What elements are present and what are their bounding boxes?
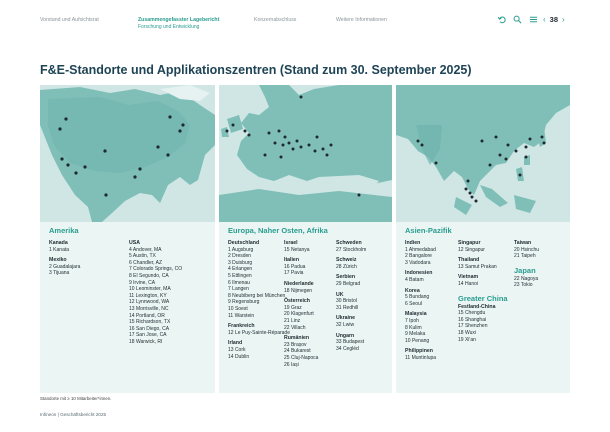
site-item: 17 Pavia [284,270,304,277]
site-item: 7 Colorado Springs, CO [129,266,183,273]
site-item: 18 Wuxi [458,329,476,336]
site-item: 8 Kulim [405,324,422,331]
site-item: 10 Leominster, MA [129,286,171,293]
nav-weitere-informationen[interactable]: Weitere Informationen [336,17,387,23]
country-group [405,311,458,344]
site-item: 10 Soest [228,305,248,312]
site-item: 21 Taipeh [514,253,536,260]
country-name: Kanada [49,240,68,246]
site-item: 2 Guadalajara [49,263,81,270]
nav-sub-forschung[interactable]: Forschung und Entwicklung [138,24,200,30]
country-name: Schweden [336,240,362,246]
site-item: 6 Ilmenau [228,279,250,286]
region-heading-greater-china: Greater China [458,293,508,303]
country-group [336,315,366,328]
panel-europa [219,85,392,393]
country-group [458,240,514,253]
site-item: 12 Singapur [458,246,485,253]
site-item: 5 Ettlingen [228,272,252,279]
site-item: 2 Dresden [228,253,252,260]
site-item: 23 Brașov [284,341,307,348]
country-group [405,270,458,283]
country-group [336,257,366,270]
panel-asien [396,85,570,393]
site-item: 22 Nagoya [514,275,539,282]
country-group [284,298,336,331]
country-name: Festland-China [458,303,496,310]
site-item: 9 Irvine, CA [129,279,156,286]
country-name: Deutschland [228,240,260,246]
column-europa-1 [228,240,290,372]
site-item: 24 Bukarest [284,348,311,355]
site-item: 16 San Diego, CA [129,325,170,332]
site-item: 31 Redhill [336,304,359,311]
site-item: 11 Warstein [228,312,255,319]
country-name: Österreich [284,298,310,305]
country-group [336,333,366,353]
column-amerika-2 [129,240,182,350]
site-item: 12 Le Puy-Sainte-Réparade [228,329,290,336]
site-item: 16 Padua [284,263,306,270]
country-group [458,304,514,344]
site-item: 4 Batam [405,276,424,283]
country-name: Irland [228,340,243,347]
site-item: 26 Iași [284,361,299,368]
column-asien-3 [514,240,539,366]
country-name: Mexiko [49,257,67,264]
site-item: 15 Chengdu [458,310,486,317]
country-group [336,292,366,312]
site-item: 11 Muntinlupa [405,354,437,361]
site-item: 6 Chandler, AZ [129,259,163,266]
country-group [284,281,336,294]
site-item: 17 Shenzhen [458,323,488,330]
columns-europa [228,240,388,372]
site-item: 1 Kanata [49,246,70,253]
site-item: 23 Tokio [514,282,533,289]
site-item: 33 Budapest [336,339,365,346]
country-name: Ukraine [336,315,356,322]
site-item: 16 Shanghai [458,316,487,323]
country-name: Ungarn [336,332,355,339]
map-amerika [40,85,215,222]
page-title: F&E-Standorte und Applikationszentren (Stand zum 30. September 2025) [40,63,472,77]
region-title-asien: Asien-Pazifik [405,226,452,235]
site-item: 29 Belgrad [336,280,361,287]
site-item: 13 Morrisville, NC [129,305,169,312]
country-group [49,240,129,253]
site-item: 14 Portland, OR [129,312,165,319]
site-item: 20 Hsinchu [514,246,540,253]
country-group [458,274,514,287]
country-name: Schweiz [336,257,357,264]
site-item: 18 Warwick, RI [129,338,163,345]
country-group [405,288,458,308]
site-item: 5 Bundang [405,294,430,301]
search-icon[interactable] [513,15,522,24]
map-asien [396,85,570,222]
site-item: 1 Augsburg [228,246,254,253]
country-group [514,276,539,289]
country-name: Frankreich [228,323,255,330]
column-amerika-1 [49,240,129,350]
site-item: 13 Cork [228,346,246,353]
site-item: 3 Duisburg [228,259,253,266]
site-item: 28 Zürich [336,263,357,270]
country-group [336,274,366,287]
site-item: 4 Andover, MA [129,246,162,253]
nav-konzernabschluss[interactable]: Konzernabschluss [254,17,297,23]
site-item: 3 Vadodara [405,259,431,266]
site-item: 2 Bangalore [405,253,432,260]
country-name: Malaysia [405,311,427,318]
site-item: 21 Linz [284,317,301,324]
site-item: 15 Netanya [284,246,310,253]
country-name: Korea [405,287,420,294]
site-item: 9 Regensburg [228,299,260,306]
next-page-button[interactable]: › [562,15,565,24]
site-item: 19 Graz [284,304,302,311]
country-group [129,240,182,346]
site-item: 1 Ahmedabad [405,246,436,253]
country-name: Philippinen [405,348,433,355]
country-group [284,335,336,368]
site-item: 17 San Jose, CA [129,332,167,339]
site-item: 9 Melaka [405,331,426,338]
site-item: 7 Langen [228,286,249,293]
toolbar [497,15,538,24]
country-group [458,257,514,270]
prev-page-button[interactable]: ‹ [543,15,546,24]
back-arrow-icon[interactable] [497,15,506,24]
site-item: 32 Lwiw [336,321,355,328]
site-item: 30 Bristol [336,298,357,305]
site-item: 20 Klagenfurt [284,311,314,318]
country-group [336,240,366,253]
columns-amerika [49,240,211,350]
site-item: 3 Tijuana [49,270,70,277]
site-item: 14 Dublin [228,353,250,360]
country-name: Indonesien [405,270,433,277]
country-name: Serbien [336,274,356,281]
column-europa-2 [284,240,336,372]
map-europa [219,85,392,222]
country-name: UK [336,291,344,298]
site-item: 13 Samut Prakan [458,263,497,270]
country-group [49,257,129,277]
country-name: Indien [405,240,421,246]
country-name: Singapur [458,240,481,246]
footnote: Standorte mit ≥ 10 Mitarbeiter*innen. [40,396,112,401]
nav-lagebericht[interactable]: Zusammengefasster Lagebericht [138,17,220,23]
country-name: Italien [284,257,299,264]
country-group [405,348,458,361]
site-item: 4 Erlangen [228,266,253,273]
country-group [228,240,284,319]
country-group [405,240,458,266]
nav-vorstand[interactable]: Vorstand und Aufsichtsrat [40,17,99,23]
site-item: 15 Richardson, TX [129,319,171,326]
country-name: Israel [284,240,298,246]
region-title-amerika: Amerika [49,226,79,235]
panel-amerika [40,85,215,393]
country-group [284,240,336,253]
site-item: 18 Nijmegen [284,287,313,294]
site-item: 10 Penang [405,337,430,344]
site-item: 8 El Segundo, CA [129,272,169,279]
column-asien-1 [405,240,458,366]
site-item: 19 Xi'an [458,336,476,343]
site-item: 5 Austin, TX [129,253,156,260]
country-name: USA [129,240,140,246]
country-name: Niederlande [284,280,314,287]
country-name: Thailand [458,257,480,264]
site-item: 8 Neubiberg bei München [228,292,286,299]
site-item: 11 Lexington, KY [129,292,167,299]
menu-icon[interactable] [529,15,538,24]
column-asien-2 [458,240,514,366]
page-footer: Infineon | Geschäftsbericht 2025 [40,412,107,417]
site-item: 25 Cluj-Napoca [284,354,319,361]
site-item: 22 Villach [284,324,306,331]
country-group [228,340,284,360]
column-europa-3 [336,240,366,372]
site-item: 7 Ipoh [405,317,419,324]
country-group [228,323,290,336]
site-item: 34 Cegléd [336,345,359,352]
pager [543,15,565,24]
site-item: 6 Seoul [405,300,422,307]
country-name: Vietnam [458,274,479,281]
country-name: Taiwan [514,240,532,246]
country-group [284,257,336,277]
top-navigation [0,0,610,30]
page-number: 38 [549,15,559,24]
columns-asien [405,240,566,366]
region-heading-japan: Japan [514,265,536,275]
site-item: 27 Stockholm [336,246,367,253]
region-title-europa: Europa, Naher Osten, Afrika [228,226,328,235]
country-name: Rumänien [284,335,310,342]
country-group [514,240,539,260]
site-item: 12 Lynnwood, WA [129,299,170,306]
site-item: 14 Hanoi [458,280,479,287]
